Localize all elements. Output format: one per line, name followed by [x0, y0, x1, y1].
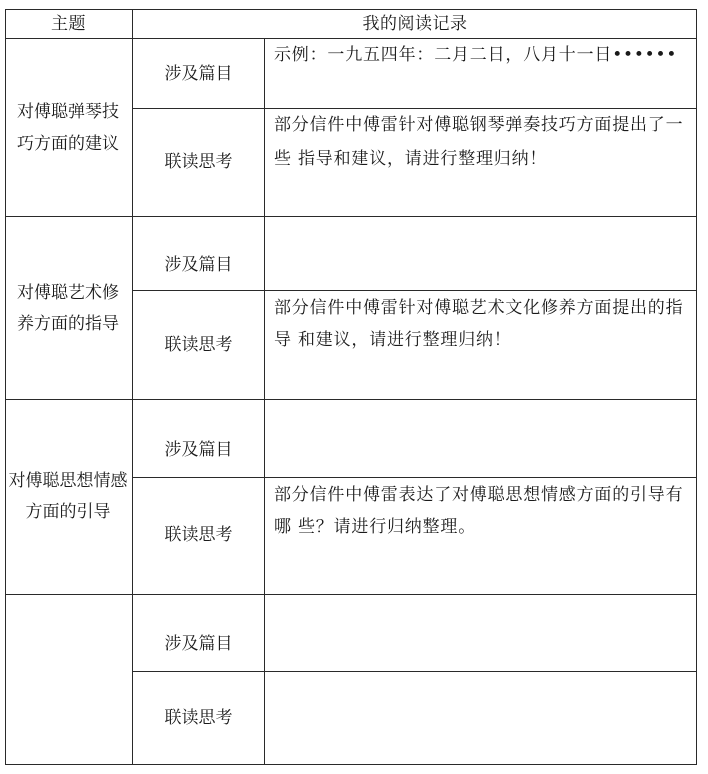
column-divider	[264, 39, 265, 765]
row-divider	[5, 594, 697, 595]
theme-label: 巧方面的建议	[17, 134, 119, 154]
theme-label: 对傅聪艺术修	[17, 283, 119, 303]
row-label-related-articles: 涉及篇目	[164, 255, 233, 275]
row-label-reflection: 联读思考	[164, 152, 233, 172]
theme-label: 对傅聪弹琴技	[17, 102, 119, 122]
row-label-reflection: 联读思考	[164, 708, 233, 728]
row-divider	[132, 477, 697, 478]
reflection-prompt: 导 和建议，请进行整理归纳！	[274, 330, 512, 350]
theme-label: 对傅聪思想情感	[8, 471, 128, 491]
row-label-related-articles: 涉及篇目	[164, 634, 233, 654]
related-articles-content: 示例：一九五四年：二月二日，八月十一日••••••	[274, 45, 678, 65]
row-divider	[132, 671, 697, 672]
reflection-prompt: 部分信件中傅雷针对傅聪艺术文化修养方面提出的指	[274, 298, 684, 318]
theme-label: 养方面的指导	[17, 314, 119, 334]
reflection-prompt: 些 指导和建议，请进行整理归纳！	[274, 149, 548, 169]
row-divider	[5, 216, 697, 217]
reflection-prompt: 哪 些？请进行归纳整理。	[274, 517, 477, 537]
row-label-reflection: 联读思考	[164, 525, 233, 545]
theme-label: 方面的引导	[25, 502, 111, 522]
header-reading-record: 我的阅读记录	[362, 14, 468, 34]
row-label-reflection: 联读思考	[164, 335, 233, 355]
row-label-related-articles: 涉及篇目	[164, 440, 233, 460]
row-label-related-articles: 涉及篇目	[164, 64, 233, 84]
row-divider	[132, 290, 697, 291]
reflection-prompt: 部分信件中傅雷表达了对傅聪思想情感方面的引导有	[274, 485, 684, 505]
header-theme: 主题	[51, 14, 86, 34]
row-divider	[5, 399, 697, 400]
reflection-prompt: 部分信件中傅雷针对傅聪钢琴弹奏技巧方面提出了一	[274, 115, 684, 135]
